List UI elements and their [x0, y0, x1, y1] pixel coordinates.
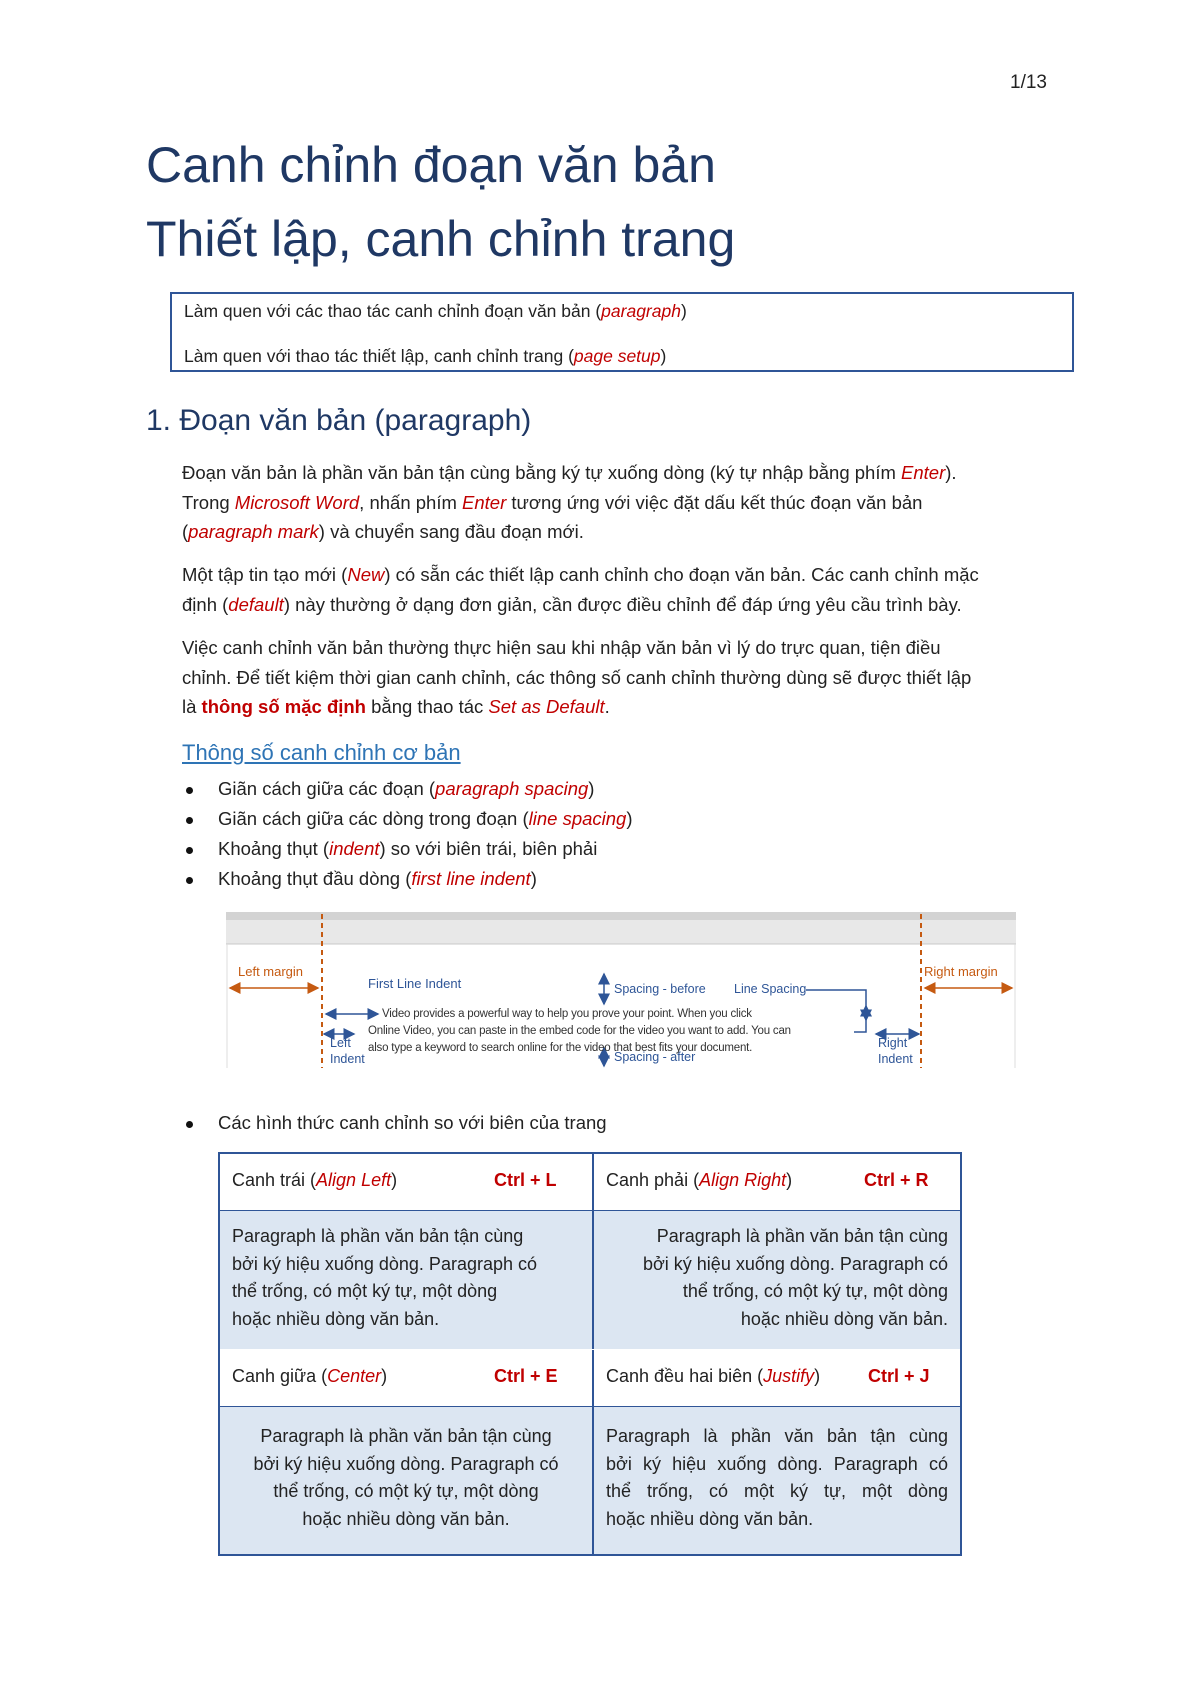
bullet-text-post: ) [530, 868, 537, 889]
left-indent-label-1: Left [330, 1036, 351, 1050]
paragraph-2 [182, 560, 1062, 619]
intro-line-1-close: ) [680, 301, 687, 321]
bullet-dot [186, 847, 193, 854]
intro-term-paragraph: paragraph [601, 301, 681, 321]
table-divider [220, 1406, 960, 1407]
page-title-line-1: Canh chỉnh đoạn văn bản [146, 137, 716, 193]
table-cell-center-header [220, 1350, 592, 1406]
table-cell-center-body [220, 1407, 592, 1554]
sample-text-line-1: Video provides a powerful way to help you prove your point. When you click [382, 1008, 752, 1020]
p2-text-d: định ( [182, 593, 229, 615]
spacing-after-label: Spacing - after [614, 1050, 696, 1064]
bullet-dot [186, 817, 193, 824]
intro-box [170, 292, 1074, 372]
ruler-top [226, 912, 1016, 920]
table-cell-align-right-header [594, 1154, 960, 1210]
page-title-line-2: Thiết lập, canh chỉnh trang [146, 211, 736, 267]
p2-term-new: New [347, 564, 385, 585]
bullet-text-post: ) so với biên trái, biên phải [379, 838, 598, 859]
table-divider [220, 1349, 960, 1350]
p1-text-i: ( [182, 521, 189, 542]
p2-text-a: Một tập tin tạo mới ( [182, 564, 348, 585]
p2-term-default: default [228, 593, 284, 615]
bullet-text: Giãn cách giữa các đoạn ( [218, 778, 436, 799]
left-indent-label-2: Indent [330, 1052, 365, 1066]
table-divider-vertical [592, 1154, 594, 1554]
p3-text-g: . [604, 696, 610, 717]
cell-body-line: Paragraph là phần văn bản tận cùng [656, 1226, 948, 1246]
p3-line-1: Việc canh chỉnh văn bản thường thực hiện sau khi nhập văn bản vì lý do trực quan, tiện điều [182, 637, 941, 658]
p1-text-a: Đoạn văn bản là phần văn bản tận cùng bằng ký tự xuống dòng (ký tự nhập bằng phím [182, 462, 902, 483]
cell-body-line: thể trống, có một ký tự, một dòng [273, 1481, 539, 1501]
intro-line-1-text: Làm quen với các thao tác canh chỉnh đoạn văn bản ( [184, 301, 602, 321]
cell-body-line: bởi ký hiệu xuống dòng. Paragraph có [606, 1453, 948, 1474]
cell-body-line: Paragraph là phần văn bản tận cùng [232, 1226, 524, 1246]
p1-term-word: Microsoft Word [234, 491, 360, 513]
bullet-text: Khoảng thụt đầu dòng ( [218, 868, 412, 889]
page-number: 1/13 [1010, 72, 1047, 93]
cell-body-line: bởi ký hiệu xuống dòng. Paragraph có [253, 1453, 559, 1474]
p1-text-c: ). [945, 462, 957, 483]
table-cell-align-right-body [594, 1211, 960, 1349]
cell-label: Canh giữa ( [232, 1366, 328, 1386]
right-indent-label-1: Right [878, 1036, 908, 1050]
cell-label-term: Align Right [699, 1170, 787, 1190]
intro-line-2-close: ) [660, 346, 667, 366]
p3-text-e: bằng thao tác [366, 696, 489, 717]
table-cell-justify-body [594, 1407, 960, 1554]
cell-label-close: ) [786, 1170, 793, 1190]
intro-line-1 [184, 301, 687, 322]
intro-term-page-setup: page setup [573, 346, 661, 366]
p1-text-f: , nhấn phím [359, 491, 463, 513]
table-cell-justify-header [594, 1350, 960, 1406]
bullet-dot [186, 1121, 193, 1128]
cell-body-line: thể trống, có một ký tự, một dòng [606, 1481, 948, 1501]
paragraph-1 [182, 458, 1062, 547]
intro-line-2-text: Làm quen với thao tác thiết lập, canh chỉnh trang ( [184, 346, 574, 366]
p2-text-c: ) có sẵn các thiết lập canh chỉnh cho đoạn văn bản. Các canh chỉnh mặc [384, 564, 979, 585]
table-cell-align-left-body [220, 1211, 592, 1349]
p1-term-enter: Enter [901, 462, 946, 483]
cell-label-close: ) [381, 1366, 388, 1386]
bullet-term: first line indent [411, 868, 531, 889]
alignment-table [218, 1152, 962, 1556]
p1-term-paragraph-mark: paragraph mark [188, 521, 319, 542]
right-indent-label-2: Indent [878, 1052, 913, 1066]
shortcut-ctrl-l: Ctrl + L [494, 1170, 557, 1190]
shortcut-ctrl-e: Ctrl + E [494, 1366, 558, 1386]
subheading-basic-params: Thông số canh chỉnh cơ bản [182, 740, 461, 765]
bullet-term: line spacing [528, 808, 627, 829]
line-spacing-bracket [806, 990, 866, 1032]
bullet-dot [186, 877, 193, 884]
bullet-text: Giãn cách giữa các dòng trong đoạn ( [218, 808, 529, 829]
cell-body-line: hoặc nhiều dòng văn bản. [302, 1508, 510, 1529]
p1-text-k: ) và chuyển sang đầu đoạn mới. [318, 521, 584, 542]
p3-term-default-params: thông số mặc định [201, 696, 366, 717]
left-margin-label: Left margin [238, 964, 304, 979]
shortcut-ctrl-j: Ctrl + J [868, 1366, 930, 1386]
p1-term-enter-2: Enter [462, 491, 507, 513]
table-cell-align-left-header [220, 1154, 592, 1210]
cell-body-line: hoặc nhiều dòng văn bản. [232, 1308, 440, 1329]
intro-line-2 [184, 346, 666, 367]
bullet-term: paragraph spacing [435, 778, 589, 799]
bullet-text-post: ) [626, 808, 633, 829]
paragraph-3 [182, 633, 1062, 722]
bullet-dot [186, 787, 193, 794]
cell-body-line: Paragraph là phần văn bản tận cùng [606, 1426, 948, 1446]
cell-label-term: Align Left [316, 1170, 392, 1190]
cell-body-line: hoặc nhiều dòng văn bản. [606, 1508, 814, 1529]
first-line-indent-label: First Line Indent [368, 976, 462, 991]
p1-text-d: Trong [182, 491, 235, 513]
spacing-before-label: Spacing - before [614, 982, 706, 996]
cell-label-close: ) [814, 1366, 821, 1386]
cell-body-line: Paragraph là phần văn bản tận cùng [260, 1426, 552, 1446]
cell-body-line: thể trống, có một ký tự, một dòng [232, 1281, 498, 1301]
sample-text-line-2: Online Video, you can paste in the embed code for the video you want to add. You can [368, 1025, 791, 1037]
cell-label: Canh phải ( [606, 1170, 700, 1190]
cell-body-line: bởi ký hiệu xuống dòng. Paragraph có [642, 1253, 948, 1274]
indent-diagram [226, 912, 1016, 1068]
p3-line-2: chỉnh. Để tiết kiệm thời gian canh chỉnh, các thông số canh chỉnh thường dùng sẽ được thiết lập [182, 666, 972, 688]
p1-text-h: tương ứng với việc đặt dấu kết thúc đoạn văn bản [506, 491, 923, 513]
cell-body-line: hoặc nhiều dòng văn bản. [740, 1308, 948, 1329]
cell-label-close: ) [391, 1170, 398, 1190]
shortcut-ctrl-r: Ctrl + R [864, 1170, 929, 1190]
bullet-term: indent [329, 838, 380, 859]
cell-label-term: Justify [763, 1366, 815, 1386]
p3-term-set-as-default: Set as Default [488, 696, 605, 717]
cell-body-line: thể trống, có một ký tự, một dòng [682, 1281, 948, 1301]
p2-text-f: ) này thường ở dạng đơn giản, cần được điều chỉnh để đáp ứng yêu cầu trình bày. [283, 593, 962, 615]
right-margin-label: Right margin [924, 964, 998, 979]
cell-body-line: bởi ký hiệu xuống dòng. Paragraph có [232, 1253, 538, 1274]
sample-text-line-3: also type a keyword to search online for the video that best fits your document. [368, 1042, 753, 1054]
table-divider [220, 1210, 960, 1211]
section-heading: 1. Đoạn văn bản (paragraph) [146, 404, 532, 437]
bullet-text-post: ) [588, 778, 595, 799]
p3-text-c: là [182, 696, 202, 717]
bullet-text: Khoảng thụt ( [218, 838, 330, 859]
cell-label-term: Center [327, 1366, 382, 1386]
bullet-text: Các hình thức canh chỉnh so với biên của trang [218, 1112, 607, 1133]
line-spacing-label: Line Spacing [734, 982, 807, 996]
cell-label: Canh trái ( [232, 1170, 317, 1190]
cell-label: Canh đều hai biên ( [606, 1366, 764, 1386]
